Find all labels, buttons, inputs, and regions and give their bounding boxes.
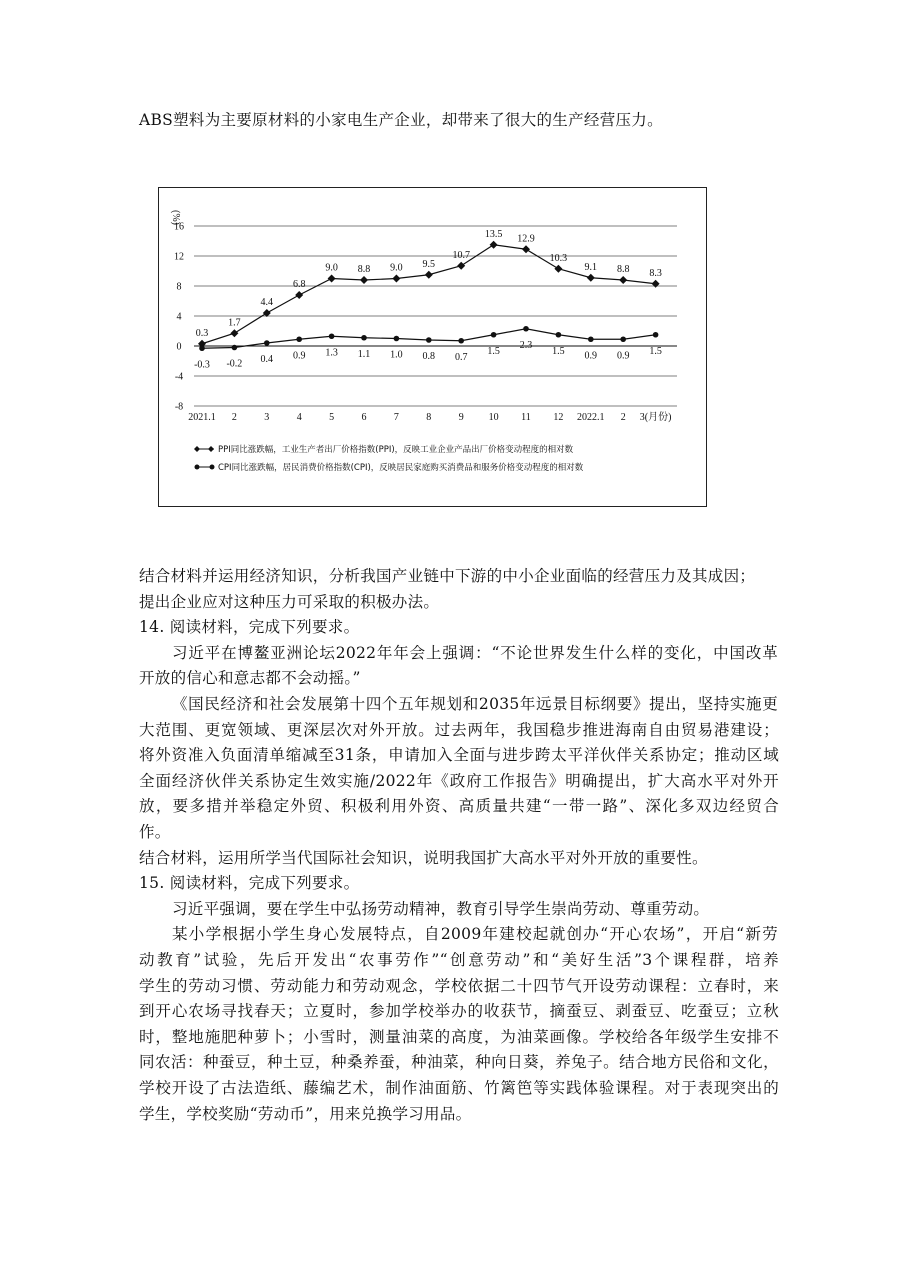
x-tick-label: 3(月份) (639, 412, 672, 423)
body-line: 全面经济伙伴关系协定生效实施/2022年《政府工作报告》明确提出，扩大高水平对外开 (139, 771, 779, 790)
x-tick-label: 5 (329, 412, 335, 423)
cpi-data-label: 1.5 (649, 345, 662, 357)
cpi-data-label: 2.3 (519, 339, 533, 351)
cpi-data-label: 1.0 (390, 349, 403, 361)
body-line: 15. 阅读材料，完成下列要求。 (139, 874, 360, 893)
ppi-data-label: 0.3 (195, 327, 209, 339)
cpi-data-label: 1.1 (357, 348, 371, 360)
cpi-point (426, 337, 432, 343)
body-line: 到开心农场寻找春天；立夏时，参加学校举办的收获节，摘蚕豆、剥蚕豆、吃蚕豆；立秋 (139, 1002, 779, 1021)
body-line: 时，整地施肥种萝卜；小雪时，测量油菜的高度，为油菜画像。学校给各年级学生安排不 (139, 1027, 779, 1046)
body-line: 结合材料，运用所学当代国际社会知识，说明我国扩大高水平对外开放的重要性。 (139, 848, 708, 867)
legend-ppi-marker (194, 446, 200, 452)
legend-cpi-marker (210, 465, 215, 470)
ppi-data-label: 9.5 (422, 258, 436, 270)
cpi-point (264, 340, 270, 346)
y-tick-label: 4 (176, 311, 182, 323)
ppi-data-label: 9.0 (325, 262, 338, 274)
ppi-point (328, 275, 336, 283)
x-tick-label: 2022.1 (577, 412, 605, 423)
ppi-point (554, 265, 562, 273)
chart-svg (159, 188, 708, 508)
y-tick-label: -4 (174, 371, 184, 383)
cpi-data-label: -0.2 (226, 358, 243, 370)
ppi-point (490, 241, 498, 249)
body-line: 习近平在博鳌亚洲论坛2022年年会上强调：“不论世界发生什么样的变化，中国改革 (172, 643, 778, 662)
legend-ppi-marker (208, 446, 214, 452)
cpi-data-label: 1.3 (325, 347, 338, 359)
ppi-point (457, 262, 465, 270)
cpi-point (588, 336, 594, 342)
ppi-point (425, 271, 433, 279)
body-line: 作。 (139, 823, 171, 841)
x-tick-label: 9 (458, 412, 464, 423)
y-tick-label: 16 (174, 221, 184, 233)
cpi-point (394, 336, 400, 342)
cpi-point (458, 338, 464, 344)
x-tick-label: 7 (393, 412, 399, 423)
legend-ppi-label: PPI同比涨跌幅，工业生产者出厂价格指数(PPI)，反映工业企业产品出厂价格变动程度的相对数 (218, 445, 574, 455)
cpi-point (199, 345, 205, 351)
cpi-point (361, 335, 367, 341)
ppi-data-label: 9.0 (390, 262, 403, 274)
y-tick-label: 12 (174, 251, 184, 263)
ppi-point (619, 276, 627, 284)
body-line: 某小学根据小学生身心发展特点，自2009年建校起就创办“开心农场”，开启“新劳 (172, 925, 778, 944)
legend-cpi-label: CPI同比涨跌幅，居民消费价格指数(CPI)，反映居民家庭购买消费品和服务价格变动程度的相对数 (218, 463, 584, 473)
cpi-data-label: 0.9 (584, 350, 598, 362)
x-tick-label: 12 (553, 412, 564, 423)
ppi-data-label: 4.4 (260, 297, 274, 308)
cpi-point (232, 345, 238, 351)
x-tick-label: 2 (620, 412, 626, 423)
ppi-data-label: 10.3 (549, 252, 568, 264)
cpi-data-label: -0.3 (194, 359, 210, 371)
ppi-data-label: 8.8 (357, 264, 371, 275)
intro-line: ABS塑料为主要原材料的小家电生产企业，却带来了很大的生产经营压力。 (139, 111, 663, 129)
x-tick-label: 4 (296, 412, 302, 423)
cpi-point (653, 332, 659, 338)
ppi-data-label: 1.7 (228, 317, 241, 329)
ppi-data-label: 8.8 (616, 264, 630, 275)
cpi-data-label: 0.8 (422, 351, 436, 362)
ppi-point (360, 276, 368, 284)
body-line: 结合材料并运用经济知识，分析我国产业链中下游的中小企业面临的经营压力及其成因； (139, 567, 756, 585)
ppi-point (392, 275, 400, 283)
ppi-data-label: 9.1 (584, 261, 598, 273)
cpi-data-label: 0.9 (616, 350, 630, 362)
ppi-point (522, 245, 530, 253)
x-tick-label: 2 (231, 412, 237, 423)
legend-cpi-marker (195, 465, 200, 470)
body-line: 开放的信心和意志都不会动摇。” (139, 669, 361, 688)
ppi-data-label: 13.5 (484, 228, 503, 240)
body-line: 习近平强调，要在学生中弘扬劳动精神，教育引导学生崇尚劳动、尊重劳动。 (172, 899, 710, 918)
cpi-point (296, 336, 302, 342)
ppi-point (587, 274, 595, 282)
ppi-point (230, 329, 238, 337)
body-line: 放，要多措并举稳定外贸、积极利用外资、高质量共建“一带一路”、深化多双边经贸合 (139, 797, 779, 816)
ppi-data-label: 12.9 (517, 233, 535, 245)
ppi-point (652, 280, 660, 288)
ppi-cpi-chart (158, 187, 707, 507)
x-tick-label: 10 (488, 412, 499, 423)
x-tick-label: 3 (264, 412, 270, 423)
cpi-data-label: 0.7 (454, 351, 468, 363)
cpi-point (491, 332, 497, 338)
body-line: 学生的劳动习惯、劳动能力和劳动观念，学校依据二十四节气开设劳动课程：立春时，来 (139, 976, 779, 995)
cpi-data-label: 0.9 (292, 350, 306, 362)
cpi-point (556, 332, 562, 338)
cpi-point (523, 326, 529, 332)
x-tick-label: 11 (521, 412, 531, 423)
body-line: 《国民经济和社会发展第十四个五年规划和2035年远景目标纲要》提出，坚持实施更 (172, 695, 778, 713)
body-line: 14. 阅读材料，完成下列要求。 (139, 618, 360, 637)
x-tick-label: 8 (426, 412, 432, 423)
y-tick-label: -8 (174, 401, 184, 413)
x-tick-label: 6 (361, 412, 367, 423)
body-line: 大范围、更宽领域、更深层次对外开放。过去两年，我国稳步推进海南自由贸易港建设； (139, 720, 779, 739)
cpi-data-label: 1.5 (552, 345, 565, 357)
ppi-data-label: 10.7 (452, 249, 470, 261)
cpi-data-label: 1.5 (487, 345, 500, 357)
body-line: 学校开设了古法造纸、藤编艺术，制作油面筋、竹篱笆等实践体验课程。对于表现突出的 (139, 1079, 779, 1097)
ppi-data-label: 6.8 (292, 279, 306, 290)
x-tick-label: 2021.1 (188, 412, 216, 423)
body-line: 同农活：种蚕豆，种土豆，种桑养蚕，种油菜，种向日葵，养兔子。结合地方民俗和文化， (139, 1053, 779, 1072)
cpi-data-label: 0.4 (260, 354, 274, 365)
body-line: 动教育”试验，先后开发出“农事劳作”“创意劳动”和“美好生活”3个课程群，培养 (139, 951, 779, 969)
ppi-data-label: 8.3 (649, 267, 662, 279)
y-tick-label: 8 (176, 281, 182, 293)
cpi-point (620, 336, 626, 342)
cpi-point (329, 333, 335, 339)
y-axis-label: (%) (170, 210, 181, 225)
body-line: 提出企业应对这种压力可采取的积极办法。 (139, 592, 440, 611)
y-tick-label: 0 (176, 341, 182, 353)
body-line: 将外资准入负面清单缩减至31条，申请加入全面与进步跨太平洋伙伴关系协定；推动区域 (139, 746, 779, 765)
ppi-point (295, 291, 303, 299)
body-line: 学生，学校奖励“劳动币”，用来兑换学习用品。 (139, 1104, 472, 1123)
